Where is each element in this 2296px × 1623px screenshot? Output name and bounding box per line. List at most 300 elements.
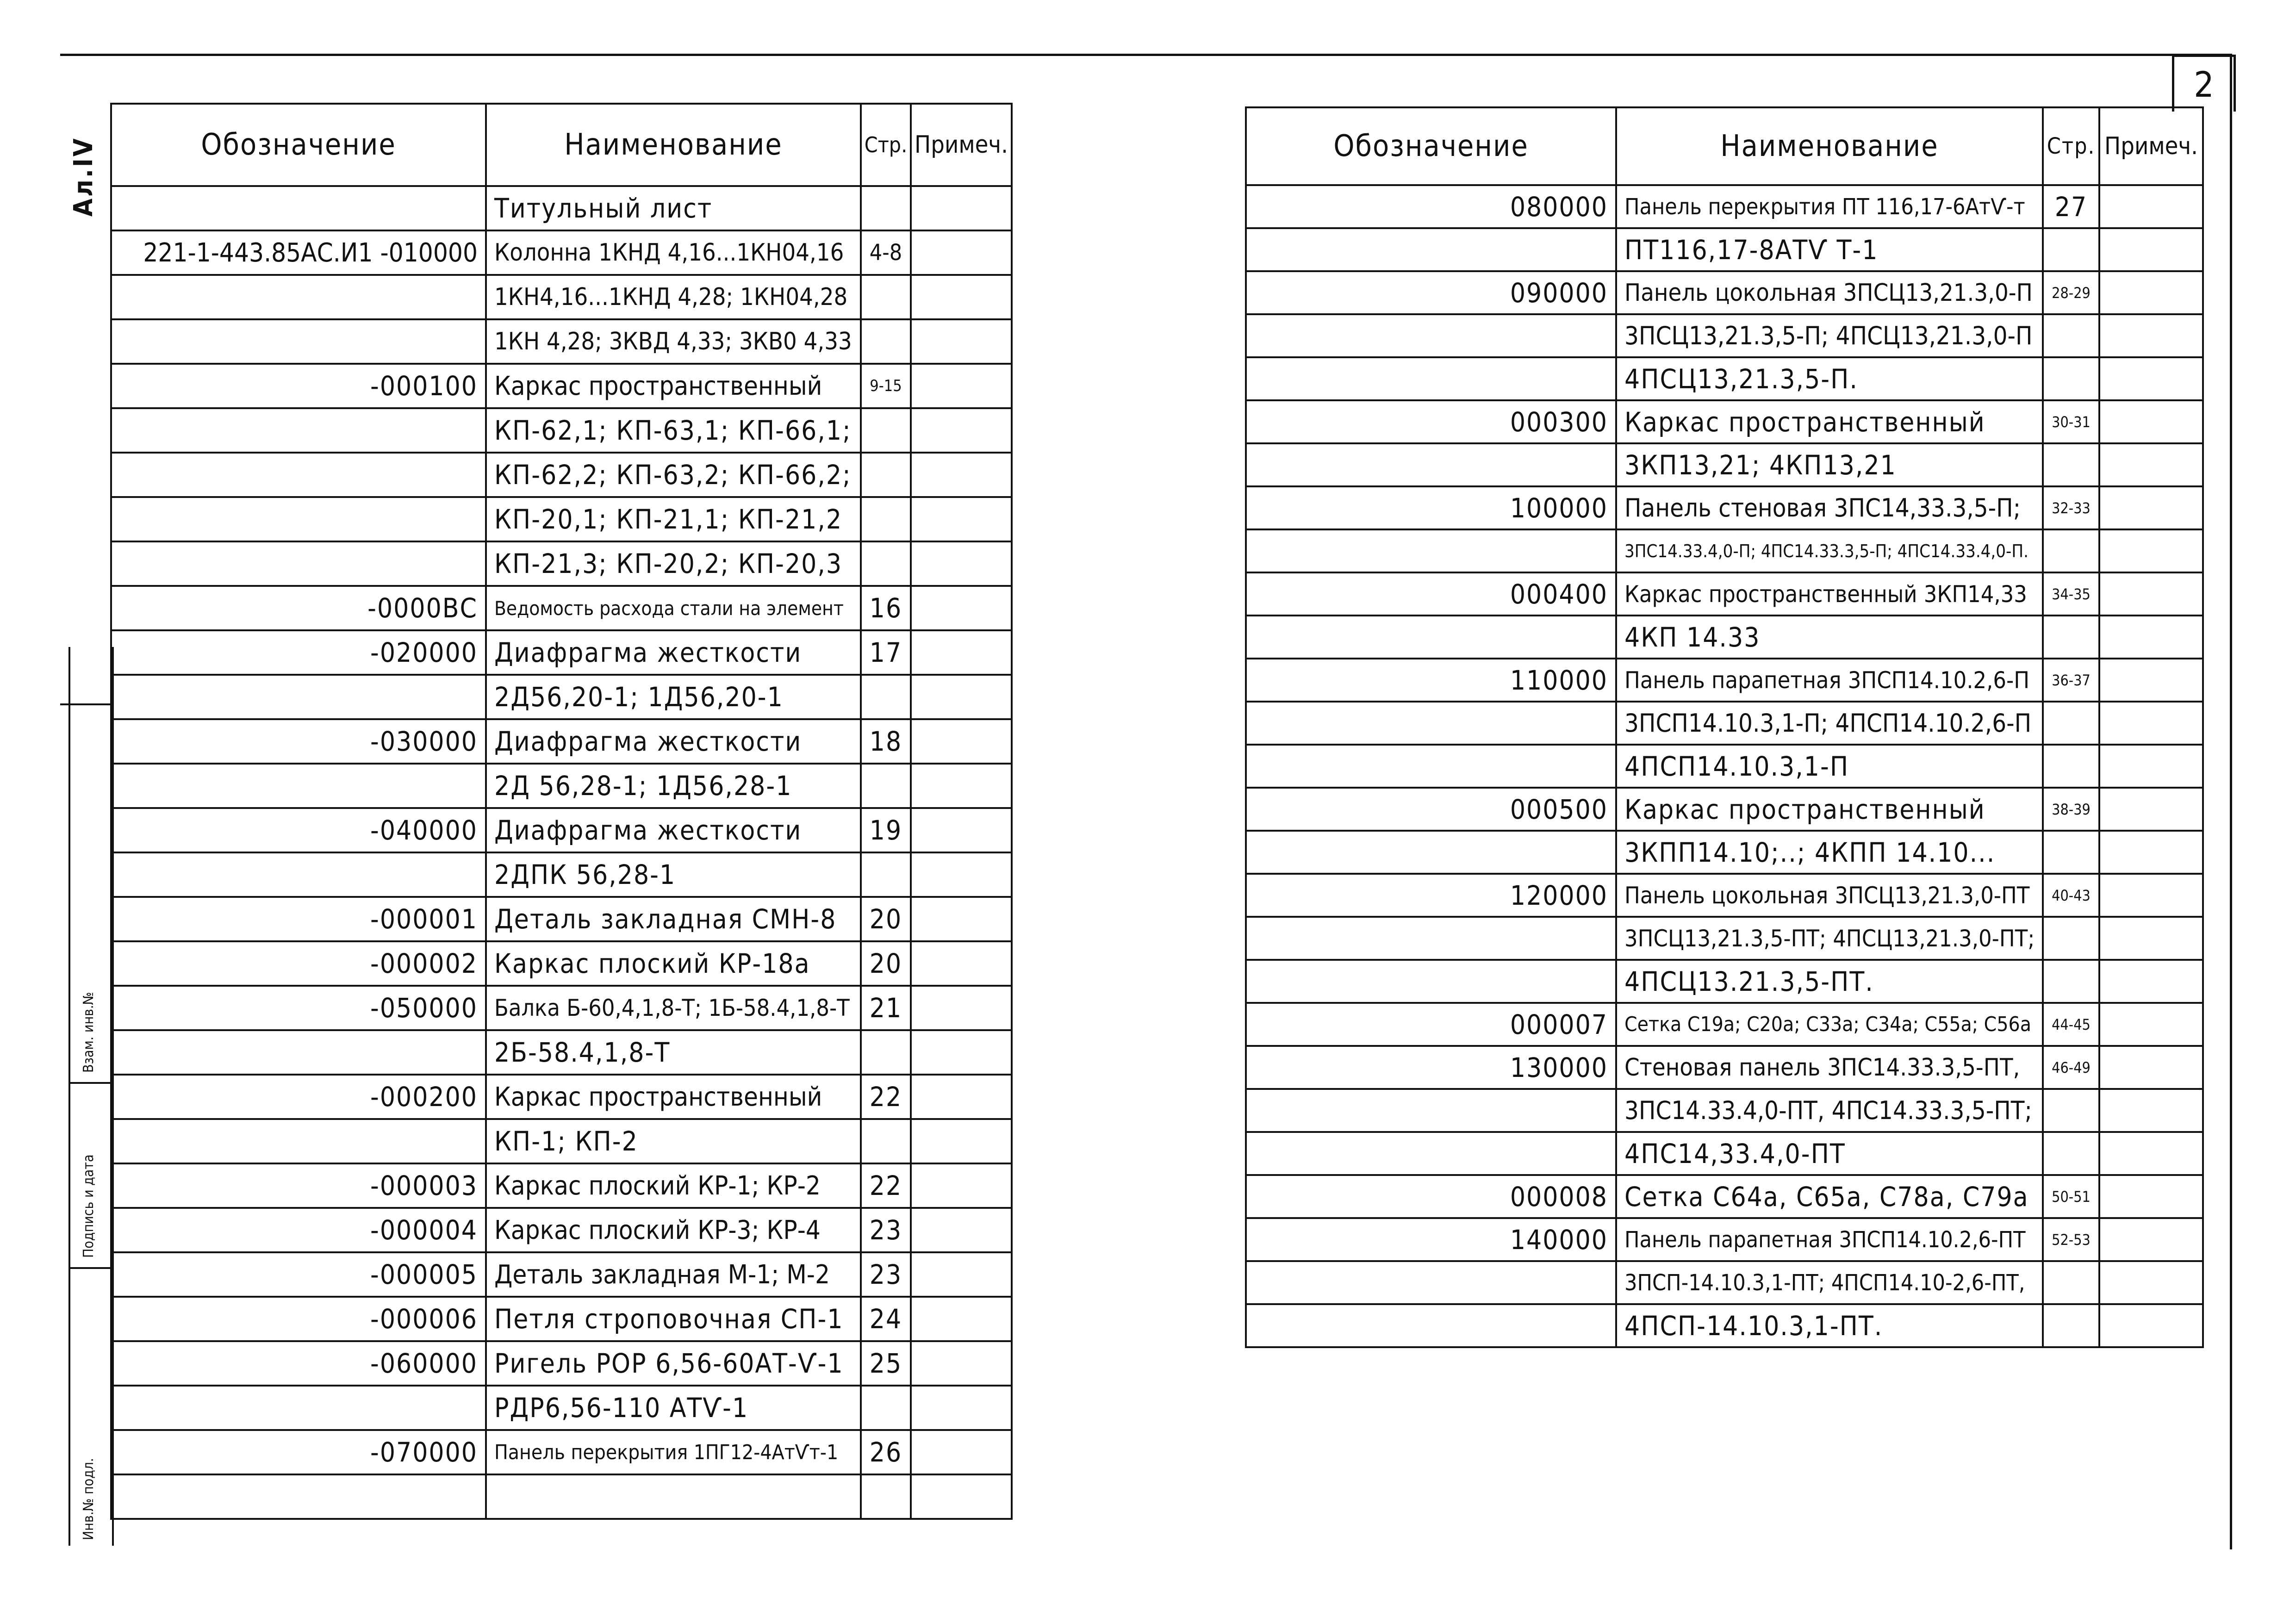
- row-name: 3ПСЦ13,21.3,5-П; 4ПСЦ13,21.3,0-П: [1616, 314, 2043, 357]
- row-note: [911, 1386, 1012, 1430]
- row-page: 19: [861, 808, 911, 852]
- table-row: [1246, 357, 2203, 400]
- row-note: [911, 1297, 1012, 1341]
- row-designation: -070000: [111, 1430, 486, 1474]
- table-row: [111, 808, 1012, 852]
- row-page: [861, 541, 911, 586]
- row-name: Стеновая панель 3ПС14.33.3,5-ПТ,: [1616, 1046, 2043, 1089]
- row-designation: 090000: [1246, 271, 1616, 314]
- row-page: [861, 675, 911, 719]
- row-note: [2099, 1218, 2203, 1261]
- stamp-label-replacement: Взам. инв.№: [81, 992, 97, 1073]
- row-designation: [1246, 314, 1616, 357]
- table-row: [111, 1163, 1012, 1208]
- table-row: [1246, 1003, 2203, 1046]
- table-row: [1246, 572, 2203, 616]
- row-note: [2099, 831, 2203, 874]
- row-designation: [111, 541, 486, 586]
- row-note: [911, 1252, 1012, 1297]
- row-name: Балка Б-60,4,1,8-Т; 1Б-58.4,1,8-Т: [486, 986, 861, 1030]
- row-designation: -0000ВС: [111, 586, 486, 630]
- row-page: 36-37: [2043, 659, 2099, 702]
- specification-table-left: [110, 103, 1013, 1520]
- row-name: Ригель РОР 6,56-60АТ-Ѵ-1: [486, 1341, 861, 1386]
- row-page: 23: [861, 1252, 911, 1297]
- row-name: 3ПСП14.10.3,1-П; 4ПСП14.10.2,6-П: [1616, 702, 2043, 745]
- row-note: [2099, 1304, 2203, 1347]
- row-note: [911, 1163, 1012, 1208]
- table-row: [111, 1430, 1012, 1474]
- row-page: 18: [861, 719, 911, 764]
- row-name: 4ПС14,33.4,0-ПТ: [1616, 1132, 2043, 1175]
- table-row: [111, 1075, 1012, 1119]
- row-designation: 100000: [1246, 486, 1616, 529]
- row-note: [2099, 874, 2203, 917]
- row-name: ПТ116,17-8АТѴ Т-1: [1616, 228, 2043, 271]
- table-row: [1246, 745, 2203, 788]
- row-name: Панель цокольная 3ПСЦ13,21.3,0-П: [1616, 271, 2043, 314]
- row-page: 20: [861, 897, 911, 941]
- row-designation: 080000: [1246, 185, 1616, 228]
- row-name: Каркас пространственный 3КП14,33: [1616, 572, 2043, 616]
- table-row: [111, 1386, 1012, 1430]
- row-note: [2099, 443, 2203, 486]
- album-label-box: [68, 110, 110, 217]
- row-page: 32-33: [2043, 486, 2099, 529]
- row-designation: [1246, 831, 1616, 874]
- specification-table-right: [1245, 106, 2204, 1348]
- row-page: [861, 852, 911, 897]
- row-note: [2099, 1089, 2203, 1132]
- row-designation: [1246, 917, 1616, 960]
- header-row: [111, 104, 1012, 186]
- table-row: [111, 453, 1012, 497]
- row-name: Панель стеновая 3ПС14,33.3,5-П;: [1616, 486, 2043, 529]
- table-row: [111, 230, 1012, 275]
- row-designation: [111, 319, 486, 364]
- row-page: [861, 408, 911, 453]
- row-name: Каркас плоский КР-1; КР-2: [486, 1163, 861, 1208]
- table-row: [111, 630, 1012, 675]
- row-designation: [111, 408, 486, 453]
- row-name: 3ПСП-14.10.3,1-ПТ; 4ПСП14.10-2,6-ПТ,: [1616, 1261, 2043, 1304]
- row-note: [911, 1119, 1012, 1163]
- row-name: Каркас пространственный: [486, 364, 861, 408]
- row-name: Ведомость расхода стали на элемент: [486, 586, 861, 630]
- row-name: Каркас пространственный: [1616, 400, 2043, 443]
- row-page: [861, 1386, 911, 1430]
- table-row: [111, 719, 1012, 764]
- row-note: [911, 275, 1012, 319]
- row-page: 17: [861, 630, 911, 675]
- row-designation: [111, 497, 486, 541]
- header-row: [1246, 107, 2203, 185]
- row-note: [911, 497, 1012, 541]
- row-designation: 000500: [1246, 788, 1616, 831]
- row-page: [2043, 917, 2099, 960]
- row-designation: [111, 453, 486, 497]
- row-note: [2099, 659, 2203, 702]
- row-note: [2099, 960, 2203, 1003]
- row-designation: [111, 1030, 486, 1075]
- table-row: [1246, 874, 2203, 917]
- table-row: [1246, 1218, 2203, 1261]
- row-page: [2043, 960, 2099, 1003]
- row-note: [911, 897, 1012, 941]
- row-page: [861, 497, 911, 541]
- table-row: [111, 897, 1012, 941]
- row-designation: [111, 852, 486, 897]
- row-note: [2099, 1175, 2203, 1218]
- row-note: [2099, 702, 2203, 745]
- row-designation: [1246, 960, 1616, 1003]
- row-designation: [1246, 1304, 1616, 1347]
- row-note: [911, 408, 1012, 453]
- column-header-note: Примеч.: [911, 104, 1012, 186]
- row-name: КП-62,2; КП-63,2; КП-66,2;: [486, 453, 861, 497]
- row-page: [861, 319, 911, 364]
- table-row: [1246, 960, 2203, 1003]
- column-header-designation: Обозначение: [1246, 107, 1616, 185]
- row-designation: [1246, 702, 1616, 745]
- row-designation: -060000: [111, 1341, 486, 1386]
- row-designation: 000007: [1246, 1003, 1616, 1046]
- row-designation: -000001: [111, 897, 486, 941]
- row-designation: -030000: [111, 719, 486, 764]
- table-row: [1246, 788, 2203, 831]
- row-page: 44-45: [2043, 1003, 2099, 1046]
- table-row: [111, 1208, 1012, 1252]
- row-name: КП-62,1; КП-63,1; КП-66,1;: [486, 408, 861, 453]
- row-designation: -000004: [111, 1208, 486, 1252]
- row-page: 20: [861, 941, 911, 986]
- table-row: [111, 319, 1012, 364]
- row-note: [911, 852, 1012, 897]
- row-page: [861, 1474, 911, 1519]
- row-designation: -000006: [111, 1297, 486, 1341]
- row-page: 23: [861, 1208, 911, 1252]
- row-note: [2099, 228, 2203, 271]
- row-note: [2099, 616, 2203, 659]
- table-row: [111, 1297, 1012, 1341]
- row-name: 2Б-58.4,1,8-Т: [486, 1030, 861, 1075]
- row-designation: -050000: [111, 986, 486, 1030]
- row-designation: 221-1-443.85АС.И1 -010000: [111, 230, 486, 275]
- row-designation: [1246, 529, 1616, 572]
- row-name: Каркас плоский КР-3; КР-4: [486, 1208, 861, 1252]
- stamp-divider: [70, 1082, 112, 1084]
- row-name: КП-1; КП-2: [486, 1119, 861, 1163]
- row-designation: -000100: [111, 364, 486, 408]
- table-row: [1246, 1304, 2203, 1347]
- row-designation: -000200: [111, 1075, 486, 1119]
- row-page: 21: [861, 986, 911, 1030]
- row-page: [2043, 314, 2099, 357]
- row-designation: [111, 275, 486, 319]
- row-page: [861, 1030, 911, 1075]
- row-note: [911, 319, 1012, 364]
- table-row: [1246, 1261, 2203, 1304]
- row-name: 3КП13,21; 4КП13,21: [1616, 443, 2043, 486]
- row-name: Сетка С19а; С20а; С33а; С34а; С55а; С56а: [1616, 1003, 2043, 1046]
- row-note: [911, 364, 1012, 408]
- table-row: [1246, 271, 2203, 314]
- row-note: [2099, 314, 2203, 357]
- row-designation: [1246, 1132, 1616, 1175]
- row-page: 26: [861, 1430, 911, 1474]
- row-designation: [1246, 228, 1616, 271]
- row-name: 1КН 4,28; 3КВД 4,33; 3КВ0 4,33: [486, 319, 861, 364]
- row-note: [911, 230, 1012, 275]
- row-page: [2043, 745, 2099, 788]
- row-name: 2Д 56,28-1; 1Д56,28-1: [486, 764, 861, 808]
- column-header-name: Наименование: [1616, 107, 2043, 185]
- row-designation: 000400: [1246, 572, 1616, 616]
- row-page: 27: [2043, 185, 2099, 228]
- row-page: 38-39: [2043, 788, 2099, 831]
- row-name: Титульный лист: [486, 186, 861, 230]
- row-page: [861, 186, 911, 230]
- row-note: [911, 764, 1012, 808]
- table-row: [1246, 185, 2203, 228]
- table-row: [1246, 1175, 2203, 1218]
- row-designation: [1246, 1089, 1616, 1132]
- row-designation: [111, 186, 486, 230]
- row-page: [2043, 616, 2099, 659]
- row-page: [861, 1119, 911, 1163]
- row-designation: [1246, 357, 1616, 400]
- row-page: 22: [861, 1075, 911, 1119]
- table-row: [1246, 1089, 2203, 1132]
- row-name: Диафрагма жесткости: [486, 630, 861, 675]
- table-row: [1246, 314, 2203, 357]
- row-name: Панель парапетная 3ПСП14.10.2,6-ПТ: [1616, 1218, 2043, 1261]
- sheet-number: 2: [2172, 55, 2236, 112]
- row-page: 24: [861, 1297, 911, 1341]
- row-name: [486, 1474, 861, 1519]
- table-row: [111, 1252, 1012, 1297]
- row-name: КП-20,1; КП-21,1; КП-21,2: [486, 497, 861, 541]
- row-name: Панель перекрытия ПТ 116,17-6АтѴ-т: [1616, 185, 2043, 228]
- row-note: [2099, 1132, 2203, 1175]
- row-page: [2043, 702, 2099, 745]
- row-designation: -000005: [111, 1252, 486, 1297]
- row-note: [911, 1030, 1012, 1075]
- row-note: [2099, 271, 2203, 314]
- row-name: Петля строповочная СП-1: [486, 1297, 861, 1341]
- row-designation: 140000: [1246, 1218, 1616, 1261]
- table-row: [1246, 831, 2203, 874]
- row-note: [911, 586, 1012, 630]
- table-row: [111, 186, 1012, 230]
- row-note: [2099, 917, 2203, 960]
- row-name: 2ДПК 56,28-1: [486, 852, 861, 897]
- row-page: [2043, 357, 2099, 400]
- row-note: [911, 1075, 1012, 1119]
- row-note: [2099, 572, 2203, 616]
- table-row: [1246, 443, 2203, 486]
- table-row: [1246, 228, 2203, 271]
- table-row: [111, 586, 1012, 630]
- row-page: 4-8: [861, 230, 911, 275]
- row-page: 46-49: [2043, 1046, 2099, 1089]
- row-name: Диафрагма жесткости: [486, 719, 861, 764]
- table-row: [1246, 486, 2203, 529]
- row-designation: 110000: [1246, 659, 1616, 702]
- row-designation: [1246, 443, 1616, 486]
- row-name: Каркас пространственный: [1616, 788, 2043, 831]
- column-header-designation: Обозначение: [111, 104, 486, 186]
- column-header-note: Примеч.: [2099, 107, 2203, 185]
- stamp-divider: [70, 1267, 112, 1269]
- row-note: [911, 1430, 1012, 1474]
- row-page: 9-15: [861, 364, 911, 408]
- sheet-right-border: [2230, 55, 2232, 1549]
- row-name: Панель парапетная 3ПСП14.10.2,6-П: [1616, 659, 2043, 702]
- row-note: [911, 1474, 1012, 1519]
- row-name: Диафрагма жесткости: [486, 808, 861, 852]
- table-row: [111, 852, 1012, 897]
- table-row: [1246, 659, 2203, 702]
- table-row: [111, 1474, 1012, 1519]
- row-name: 3КПП14.10;..; 4КПП 14.10...: [1616, 831, 2043, 874]
- row-designation: 000300: [1246, 400, 1616, 443]
- row-page: [2043, 529, 2099, 572]
- row-name: 4КП 14.33: [1616, 616, 2043, 659]
- row-designation: [1246, 745, 1616, 788]
- row-note: [911, 1208, 1012, 1252]
- row-note: [911, 675, 1012, 719]
- table-row: [111, 364, 1012, 408]
- row-note: [2099, 1003, 2203, 1046]
- row-designation: -000003: [111, 1163, 486, 1208]
- row-designation: -040000: [111, 808, 486, 852]
- row-name: Панель перекрытия 1ПГ12-4АтѴт-1: [486, 1430, 861, 1474]
- row-page: 40-43: [2043, 874, 2099, 917]
- row-designation: [111, 675, 486, 719]
- row-designation: [1246, 616, 1616, 659]
- row-note: [2099, 788, 2203, 831]
- row-name: Каркас плоский КР-18а: [486, 941, 861, 986]
- row-page: 22: [861, 1163, 911, 1208]
- row-name: 4ПСЦ13,21.3,5-П.: [1616, 357, 2043, 400]
- table-row: [111, 541, 1012, 586]
- row-note: [2099, 185, 2203, 228]
- stamp-label-signature: Подпись и дата: [81, 1154, 97, 1258]
- stamp-tick: [60, 703, 111, 705]
- row-name: Колонна 1КНД 4,16...1КН04,16: [486, 230, 861, 275]
- row-page: [2043, 1132, 2099, 1175]
- row-page: 16: [861, 586, 911, 630]
- row-designation: [111, 764, 486, 808]
- row-note: [2099, 1261, 2203, 1304]
- row-name: Деталь закладная СМН-8: [486, 897, 861, 941]
- row-designation: [1246, 1261, 1616, 1304]
- sheet-top-border: [60, 54, 2232, 56]
- album-label: Ал.IV: [68, 137, 99, 217]
- stamp-column: [68, 647, 114, 1546]
- table-row: [111, 497, 1012, 541]
- row-page: [861, 275, 911, 319]
- table-row: [111, 764, 1012, 808]
- row-note: [2099, 529, 2203, 572]
- row-page: 50-51: [2043, 1175, 2099, 1218]
- column-header-page: Стр.: [861, 104, 911, 186]
- row-note: [911, 630, 1012, 675]
- row-designation: -020000: [111, 630, 486, 675]
- row-name: Панель цокольная 3ПСЦ13,21.3,0-ПТ: [1616, 874, 2043, 917]
- row-page: 30-31: [2043, 400, 2099, 443]
- table-row: [111, 408, 1012, 453]
- row-designation: 000008: [1246, 1175, 1616, 1218]
- row-designation: -000002: [111, 941, 486, 986]
- table-row: [111, 1119, 1012, 1163]
- table-row: [111, 1030, 1012, 1075]
- row-designation: [111, 1474, 486, 1519]
- row-designation: 130000: [1246, 1046, 1616, 1089]
- row-name: 2Д56,20-1; 1Д56,20-1: [486, 675, 861, 719]
- row-name: Деталь закладная М-1; М-2: [486, 1252, 861, 1297]
- row-page: 28-29: [2043, 271, 2099, 314]
- row-page: 34-35: [2043, 572, 2099, 616]
- row-name: Сетка С64а, С65а, С78а, С79а: [1616, 1175, 2043, 1218]
- row-designation: 120000: [1246, 874, 1616, 917]
- row-page: [2043, 1304, 2099, 1347]
- row-page: [2043, 228, 2099, 271]
- row-page: [2043, 443, 2099, 486]
- table-row: [111, 941, 1012, 986]
- table-row: [1246, 400, 2203, 443]
- row-name: РДР6,56-110 АТѴ-1: [486, 1386, 861, 1430]
- row-note: [2099, 1046, 2203, 1089]
- row-page: [2043, 1089, 2099, 1132]
- row-note: [2099, 486, 2203, 529]
- row-note: [2099, 357, 2203, 400]
- row-note: [911, 808, 1012, 852]
- row-note: [911, 1341, 1012, 1386]
- row-name: 4ПСП-14.10.3,1-ПТ.: [1616, 1304, 2043, 1347]
- row-page: [861, 453, 911, 497]
- table-row: [1246, 529, 2203, 572]
- row-page: [2043, 831, 2099, 874]
- row-name: КП-21,3; КП-20,2; КП-20,3: [486, 541, 861, 586]
- row-designation: [111, 1119, 486, 1163]
- stamp-label-inventory: Инв.№ подл.: [81, 1458, 97, 1540]
- row-designation: [111, 1386, 486, 1430]
- row-name: 4ПСП14.10.3,1-П: [1616, 745, 2043, 788]
- column-header-name: Наименование: [486, 104, 861, 186]
- table-row: [1246, 702, 2203, 745]
- row-note: [911, 186, 1012, 230]
- row-page: [2043, 1261, 2099, 1304]
- row-note: [2099, 745, 2203, 788]
- row-page: 25: [861, 1341, 911, 1386]
- row-name: Каркас пространственный: [486, 1075, 861, 1119]
- table-row: [111, 986, 1012, 1030]
- row-name: 1КН4,16...1КНД 4,28; 1КН04,28: [486, 275, 861, 319]
- row-note: [911, 986, 1012, 1030]
- row-page: 52-53: [2043, 1218, 2099, 1261]
- table-row: [111, 675, 1012, 719]
- row-note: [911, 941, 1012, 986]
- table-row: [111, 1341, 1012, 1386]
- row-page: [861, 764, 911, 808]
- column-header-page: Стр.: [2043, 107, 2099, 185]
- row-note: [2099, 400, 2203, 443]
- row-name: 3ПС14.33.4,0-ПТ, 4ПС14.33.3,5-ПТ;: [1616, 1089, 2043, 1132]
- row-note: [911, 453, 1012, 497]
- table-row: [1246, 616, 2203, 659]
